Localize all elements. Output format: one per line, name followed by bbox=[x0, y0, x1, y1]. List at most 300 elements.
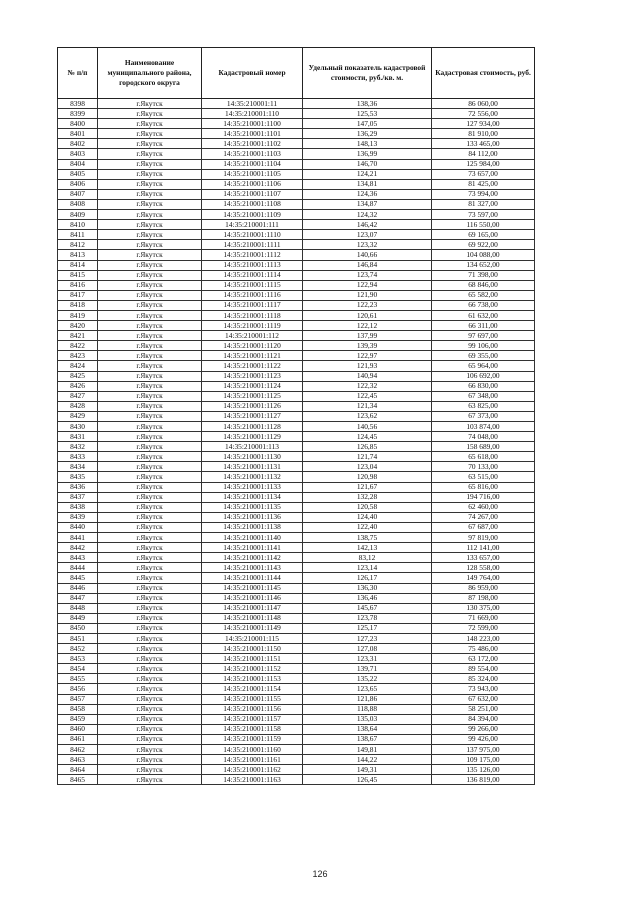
cadastral-value-cell: 194 716,00 bbox=[432, 492, 535, 502]
table-row bbox=[58, 452, 535, 462]
table-row bbox=[58, 300, 535, 310]
row-number-cell: 8431 bbox=[58, 432, 98, 442]
row-number-cell: 8463 bbox=[58, 755, 98, 765]
table-row bbox=[58, 169, 535, 179]
cadastral-value-cell: 67 632,00 bbox=[432, 694, 535, 704]
cadastral-value-cell: 66 311,00 bbox=[432, 321, 535, 331]
municipality-cell: г.Якутск bbox=[98, 240, 202, 250]
municipality-cell: г.Якутск bbox=[98, 775, 202, 785]
municipality-cell: г.Якутск bbox=[98, 331, 202, 341]
municipality-cell: г.Якутск bbox=[98, 169, 202, 179]
table-row bbox=[58, 351, 535, 361]
table-row bbox=[58, 422, 535, 432]
municipality-cell: г.Якутск bbox=[98, 452, 202, 462]
table-row bbox=[58, 472, 535, 482]
municipality-cell: г.Якутск bbox=[98, 149, 202, 159]
cadastral-value-cell: 87 198,00 bbox=[432, 593, 535, 603]
row-number-cell: 8452 bbox=[58, 644, 98, 654]
table-row bbox=[58, 250, 535, 260]
municipality-cell: г.Якутск bbox=[98, 230, 202, 240]
specific-indicator-cell: 145,67 bbox=[303, 603, 432, 613]
cadastral-value-cell: 97 819,00 bbox=[432, 533, 535, 543]
municipality-cell: г.Якутск bbox=[98, 270, 202, 280]
cadastral-number-cell: 14:35:210001:1157 bbox=[202, 714, 303, 724]
specific-indicator-cell: 123,14 bbox=[303, 563, 432, 573]
cadastral-number-cell: 14:35:210001:1129 bbox=[202, 432, 303, 442]
table-row bbox=[58, 290, 535, 300]
specific-indicator-cell: 123,04 bbox=[303, 462, 432, 472]
cadastral-number-cell: 14:35:210001:1149 bbox=[202, 623, 303, 633]
municipality-cell: г.Якутск bbox=[98, 583, 202, 593]
municipality-cell: г.Якутск bbox=[98, 522, 202, 532]
row-number-cell: 8423 bbox=[58, 351, 98, 361]
cadastral-number-cell: 14:35:210001:1103 bbox=[202, 149, 303, 159]
cadastral-value-cell: 61 632,00 bbox=[432, 310, 535, 320]
table-row bbox=[58, 129, 535, 139]
row-number-cell: 8437 bbox=[58, 492, 98, 502]
specific-indicator-cell: 124,45 bbox=[303, 432, 432, 442]
cadastral-value-cell: 63 172,00 bbox=[432, 654, 535, 664]
table-row bbox=[58, 502, 535, 512]
cadastral-value-cell: 72 599,00 bbox=[432, 623, 535, 633]
cadastral-value-cell: 67 348,00 bbox=[432, 391, 535, 401]
table-row bbox=[58, 553, 535, 563]
specific-indicator-cell: 123,65 bbox=[303, 684, 432, 694]
table-row bbox=[58, 280, 535, 290]
cadastral-number-cell: 14:35:210001:1102 bbox=[202, 139, 303, 149]
cadastral-value-cell: 103 874,00 bbox=[432, 422, 535, 432]
table-row bbox=[58, 230, 535, 240]
table-row bbox=[58, 573, 535, 583]
municipality-cell: г.Якутск bbox=[98, 159, 202, 169]
cadastral-number-cell: 14:35:210001:1152 bbox=[202, 664, 303, 674]
specific-indicator-cell: 149,81 bbox=[303, 745, 432, 755]
specific-indicator-cell: 146,70 bbox=[303, 159, 432, 169]
cadastral-number-cell: 14:35:210001:1115 bbox=[202, 280, 303, 290]
specific-indicator-cell: 124,40 bbox=[303, 512, 432, 522]
specific-indicator-cell: 132,28 bbox=[303, 492, 432, 502]
specific-indicator-cell: 146,84 bbox=[303, 260, 432, 270]
cadastral-number-cell: 14:35:210001:1111 bbox=[202, 240, 303, 250]
cadastral-value-cell: 81 425,00 bbox=[432, 179, 535, 189]
specific-indicator-cell: 121,93 bbox=[303, 361, 432, 371]
row-number-cell: 8433 bbox=[58, 452, 98, 462]
specific-indicator-cell: 136,99 bbox=[303, 149, 432, 159]
cadastral-value-cell: 84 394,00 bbox=[432, 714, 535, 724]
specific-indicator-cell: 121,74 bbox=[303, 452, 432, 462]
cadastral-value-cell: 73 657,00 bbox=[432, 169, 535, 179]
cadastral-value-cell: 67 373,00 bbox=[432, 411, 535, 421]
cadastral-number-cell: 14:35:210001:1158 bbox=[202, 724, 303, 734]
table-row bbox=[58, 613, 535, 623]
cadastral-value-cell: 81 327,00 bbox=[432, 199, 535, 209]
cadastral-number-cell: 14:35:210001:1141 bbox=[202, 543, 303, 553]
municipality-cell: г.Якутск bbox=[98, 765, 202, 775]
row-number-cell: 8426 bbox=[58, 381, 98, 391]
header-row bbox=[58, 48, 535, 99]
cadastral-value-cell: 63 825,00 bbox=[432, 401, 535, 411]
cadastral-value-cell: 97 697,00 bbox=[432, 331, 535, 341]
cadastral-number-cell: 14:35:210001:1159 bbox=[202, 734, 303, 744]
cadastral-value-cell: 81 910,00 bbox=[432, 129, 535, 139]
specific-indicator-cell: 147,05 bbox=[303, 119, 432, 129]
specific-indicator-cell: 138,36 bbox=[303, 99, 432, 109]
row-number-cell: 8457 bbox=[58, 694, 98, 704]
municipality-cell: г.Якутск bbox=[98, 371, 202, 381]
cadastral-value-cell: 75 486,00 bbox=[432, 644, 535, 654]
table-row bbox=[58, 260, 535, 270]
table-row bbox=[58, 199, 535, 209]
specific-indicator-cell: 83,12 bbox=[303, 553, 432, 563]
cadastral-number-cell: 14:35:210001:1155 bbox=[202, 694, 303, 704]
cadastral-number-cell: 14:35:210001:1127 bbox=[202, 411, 303, 421]
table-row bbox=[58, 654, 535, 664]
specific-indicator-cell: 136,46 bbox=[303, 593, 432, 603]
municipality-cell: г.Якутск bbox=[98, 553, 202, 563]
cadastral-value-cell: 99 426,00 bbox=[432, 734, 535, 744]
municipality-cell: г.Якутск bbox=[98, 573, 202, 583]
cadastral-value-cell: 137 975,00 bbox=[432, 745, 535, 755]
cadastral-value-cell: 63 515,00 bbox=[432, 472, 535, 482]
cadastral-number-cell: 14:35:210001:1161 bbox=[202, 755, 303, 765]
cadastral-number-cell: 14:35:210001:1110 bbox=[202, 230, 303, 240]
municipality-cell: г.Якутск bbox=[98, 210, 202, 220]
cadastral-number-cell: 14:35:210001:1121 bbox=[202, 351, 303, 361]
row-number-cell: 8417 bbox=[58, 290, 98, 300]
cadastral-value-cell: 65 964,00 bbox=[432, 361, 535, 371]
row-number-cell: 8425 bbox=[58, 371, 98, 381]
municipality-cell: г.Якутск bbox=[98, 502, 202, 512]
header-municipality: Наименование муниципального района, городского округа bbox=[98, 48, 202, 99]
table-row bbox=[58, 583, 535, 593]
cadastral-number-cell: 14:35:210001:1145 bbox=[202, 583, 303, 593]
table-row bbox=[58, 704, 535, 714]
cadastral-number-cell: 14:35:210001:1128 bbox=[202, 422, 303, 432]
municipality-cell: г.Якутск bbox=[98, 129, 202, 139]
cadastral-value-cell: 70 133,00 bbox=[432, 462, 535, 472]
specific-indicator-cell: 122,97 bbox=[303, 351, 432, 361]
table-row bbox=[58, 492, 535, 502]
cadastral-value-cell: 149 764,00 bbox=[432, 573, 535, 583]
specific-indicator-cell: 120,61 bbox=[303, 310, 432, 320]
municipality-cell: г.Якутск bbox=[98, 250, 202, 260]
table-row bbox=[58, 775, 535, 785]
cadastral-number-cell: 14:35:210001:1113 bbox=[202, 260, 303, 270]
table-row bbox=[58, 734, 535, 744]
cadastral-value-cell: 69 165,00 bbox=[432, 230, 535, 240]
row-number-cell: 8420 bbox=[58, 321, 98, 331]
table-row bbox=[58, 139, 535, 149]
cadastral-number-cell: 14:35:210001:1108 bbox=[202, 199, 303, 209]
table-row bbox=[58, 381, 535, 391]
specific-indicator-cell: 125,53 bbox=[303, 109, 432, 119]
specific-indicator-cell: 122,12 bbox=[303, 321, 432, 331]
specific-indicator-cell: 123,07 bbox=[303, 230, 432, 240]
specific-indicator-cell: 121,67 bbox=[303, 482, 432, 492]
table-row bbox=[58, 512, 535, 522]
table-row bbox=[58, 331, 535, 341]
table-row bbox=[58, 644, 535, 654]
row-number-cell: 8456 bbox=[58, 684, 98, 694]
cadastral-value-cell: 74 048,00 bbox=[432, 432, 535, 442]
municipality-cell: г.Якутск bbox=[98, 603, 202, 613]
municipality-cell: г.Якутск bbox=[98, 755, 202, 765]
specific-indicator-cell: 121,86 bbox=[303, 694, 432, 704]
cadastral-value-cell: 128 558,00 bbox=[432, 563, 535, 573]
cadastral-number-cell: 14:35:210001:1125 bbox=[202, 391, 303, 401]
table-row bbox=[58, 482, 535, 492]
row-number-cell: 8432 bbox=[58, 442, 98, 452]
row-number-cell: 8399 bbox=[58, 109, 98, 119]
cadastral-value-cell: 99 106,00 bbox=[432, 341, 535, 351]
cadastral-number-cell: 14:35:210001:1104 bbox=[202, 159, 303, 169]
row-number-cell: 8405 bbox=[58, 169, 98, 179]
municipality-cell: г.Якутск bbox=[98, 644, 202, 654]
municipality-cell: г.Якутск bbox=[98, 361, 202, 371]
specific-indicator-cell: 123,74 bbox=[303, 270, 432, 280]
municipality-cell: г.Якутск bbox=[98, 674, 202, 684]
row-number-cell: 8453 bbox=[58, 654, 98, 664]
cadastral-number-cell: 14:35:210001:111 bbox=[202, 220, 303, 230]
row-number-cell: 8444 bbox=[58, 563, 98, 573]
cadastral-number-cell: 14:35:210001:11 bbox=[202, 99, 303, 109]
specific-indicator-cell: 121,90 bbox=[303, 290, 432, 300]
table-row bbox=[58, 755, 535, 765]
cadastral-number-cell: 14:35:210001:110 bbox=[202, 109, 303, 119]
municipality-cell: г.Якутск bbox=[98, 351, 202, 361]
cadastral-number-cell: 14:35:210001:1109 bbox=[202, 210, 303, 220]
cadastral-value-table bbox=[57, 47, 535, 785]
cadastral-number-cell: 14:35:210001:1124 bbox=[202, 381, 303, 391]
specific-indicator-cell: 135,22 bbox=[303, 674, 432, 684]
cadastral-value-cell: 71 669,00 bbox=[432, 613, 535, 623]
row-number-cell: 8427 bbox=[58, 391, 98, 401]
table-row bbox=[58, 593, 535, 603]
table-row bbox=[58, 361, 535, 371]
cadastral-value-cell: 69 355,00 bbox=[432, 351, 535, 361]
cadastral-value-cell: 109 175,00 bbox=[432, 755, 535, 765]
municipality-cell: г.Якутск bbox=[98, 280, 202, 290]
cadastral-number-cell: 14:35:210001:1106 bbox=[202, 179, 303, 189]
cadastral-value-cell: 65 618,00 bbox=[432, 452, 535, 462]
specific-indicator-cell: 134,87 bbox=[303, 199, 432, 209]
table-row bbox=[58, 442, 535, 452]
specific-indicator-cell: 138,75 bbox=[303, 533, 432, 543]
row-number-cell: 8445 bbox=[58, 573, 98, 583]
cadastral-number-cell: 14:35:210001:1154 bbox=[202, 684, 303, 694]
row-number-cell: 8459 bbox=[58, 714, 98, 724]
row-number-cell: 8406 bbox=[58, 179, 98, 189]
cadastral-number-cell: 14:35:210001:113 bbox=[202, 442, 303, 452]
row-number-cell: 8446 bbox=[58, 583, 98, 593]
municipality-cell: г.Якутск bbox=[98, 684, 202, 694]
specific-indicator-cell: 122,94 bbox=[303, 280, 432, 290]
row-number-cell: 8454 bbox=[58, 664, 98, 674]
cadastral-value-cell: 116 550,00 bbox=[432, 220, 535, 230]
specific-indicator-cell: 149,31 bbox=[303, 765, 432, 775]
row-number-cell: 8416 bbox=[58, 280, 98, 290]
municipality-cell: г.Якутск bbox=[98, 99, 202, 109]
municipality-cell: г.Якутск bbox=[98, 724, 202, 734]
cadastral-value-cell: 67 687,00 bbox=[432, 522, 535, 532]
municipality-cell: г.Якутск bbox=[98, 321, 202, 331]
row-number-cell: 8407 bbox=[58, 189, 98, 199]
cadastral-number-cell: 14:35:210001:1126 bbox=[202, 401, 303, 411]
cadastral-number-cell: 14:35:210001:1142 bbox=[202, 553, 303, 563]
specific-indicator-cell: 142,13 bbox=[303, 543, 432, 553]
row-number-cell: 8443 bbox=[58, 553, 98, 563]
table-row bbox=[58, 99, 535, 109]
specific-indicator-cell: 122,32 bbox=[303, 381, 432, 391]
cadastral-number-cell: 14:35:210001:1122 bbox=[202, 361, 303, 371]
cadastral-value-cell: 85 324,00 bbox=[432, 674, 535, 684]
cadastral-number-cell: 14:35:210001:1140 bbox=[202, 533, 303, 543]
specific-indicator-cell: 125,17 bbox=[303, 623, 432, 633]
cadastral-number-cell: 14:35:210001:115 bbox=[202, 633, 303, 643]
cadastral-value-cell: 125 984,00 bbox=[432, 159, 535, 169]
municipality-cell: г.Якутск bbox=[98, 714, 202, 724]
table-row bbox=[58, 694, 535, 704]
specific-indicator-cell: 124,21 bbox=[303, 169, 432, 179]
municipality-cell: г.Якутск bbox=[98, 472, 202, 482]
municipality-cell: г.Якутск bbox=[98, 734, 202, 744]
municipality-cell: г.Якутск bbox=[98, 442, 202, 452]
cadastral-value-cell: 148 223,00 bbox=[432, 633, 535, 643]
municipality-cell: г.Якутск bbox=[98, 179, 202, 189]
row-number-cell: 8408 bbox=[58, 199, 98, 209]
specific-indicator-cell: 127,08 bbox=[303, 644, 432, 654]
specific-indicator-cell: 123,31 bbox=[303, 654, 432, 664]
table-row bbox=[58, 159, 535, 169]
cadastral-value-cell: 133 465,00 bbox=[432, 139, 535, 149]
cadastral-value-cell: 73 597,00 bbox=[432, 210, 535, 220]
specific-indicator-cell: 136,29 bbox=[303, 129, 432, 139]
cadastral-number-cell: 14:35:210001:1116 bbox=[202, 290, 303, 300]
table-row bbox=[58, 684, 535, 694]
table-row bbox=[58, 189, 535, 199]
specific-indicator-cell: 122,45 bbox=[303, 391, 432, 401]
municipality-cell: г.Якутск bbox=[98, 220, 202, 230]
table-row bbox=[58, 633, 535, 643]
cadastral-value-cell: 99 266,00 bbox=[432, 724, 535, 734]
specific-indicator-cell: 124,32 bbox=[303, 210, 432, 220]
table-row bbox=[58, 149, 535, 159]
row-number-cell: 8419 bbox=[58, 310, 98, 320]
cadastral-value-cell: 58 251,00 bbox=[432, 704, 535, 714]
cadastral-number-cell: 14:35:210001:1144 bbox=[202, 573, 303, 583]
municipality-cell: г.Якутск bbox=[98, 109, 202, 119]
cadastral-number-cell: 14:35:210001:1107 bbox=[202, 189, 303, 199]
specific-indicator-cell: 120,98 bbox=[303, 472, 432, 482]
cadastral-number-cell: 14:35:210001:1117 bbox=[202, 300, 303, 310]
specific-indicator-cell: 140,56 bbox=[303, 422, 432, 432]
cadastral-value-cell: 89 554,00 bbox=[432, 664, 535, 674]
cadastral-number-cell: 14:35:210001:1119 bbox=[202, 321, 303, 331]
cadastral-number-cell: 14:35:210001:1112 bbox=[202, 250, 303, 260]
cadastral-value-cell: 86 060,00 bbox=[432, 99, 535, 109]
table-row bbox=[58, 240, 535, 250]
row-number-cell: 8451 bbox=[58, 633, 98, 643]
municipality-cell: г.Якутск bbox=[98, 704, 202, 714]
municipality-cell: г.Якутск bbox=[98, 341, 202, 351]
cadastral-number-cell: 14:35:210001:1105 bbox=[202, 169, 303, 179]
cadastral-number-cell: 14:35:210001:1118 bbox=[202, 310, 303, 320]
municipality-cell: г.Якутск bbox=[98, 543, 202, 553]
row-number-cell: 8458 bbox=[58, 704, 98, 714]
municipality-cell: г.Якутск bbox=[98, 300, 202, 310]
cadastral-number-cell: 14:35:210001:1120 bbox=[202, 341, 303, 351]
cadastral-number-cell: 14:35:210001:1131 bbox=[202, 462, 303, 472]
row-number-cell: 8461 bbox=[58, 734, 98, 744]
row-number-cell: 8414 bbox=[58, 260, 98, 270]
table-row bbox=[58, 462, 535, 472]
municipality-cell: г.Якутск bbox=[98, 694, 202, 704]
row-number-cell: 8403 bbox=[58, 149, 98, 159]
municipality-cell: г.Якутск bbox=[98, 189, 202, 199]
specific-indicator-cell: 146,42 bbox=[303, 220, 432, 230]
cadastral-number-cell: 14:35:210001:1136 bbox=[202, 512, 303, 522]
row-number-cell: 8448 bbox=[58, 603, 98, 613]
cadastral-number-cell: 14:35:210001:1133 bbox=[202, 482, 303, 492]
specific-indicator-cell: 126,85 bbox=[303, 442, 432, 452]
cadastral-number-cell: 14:35:210001:1130 bbox=[202, 452, 303, 462]
row-number-cell: 8462 bbox=[58, 745, 98, 755]
header-cadastral-number: Кадастровый номер bbox=[202, 48, 303, 99]
row-number-cell: 8424 bbox=[58, 361, 98, 371]
row-number-cell: 8465 bbox=[58, 775, 98, 785]
municipality-cell: г.Якутск bbox=[98, 462, 202, 472]
table-row bbox=[58, 623, 535, 633]
specific-indicator-cell: 120,58 bbox=[303, 502, 432, 512]
municipality-cell: г.Якутск bbox=[98, 623, 202, 633]
table-row bbox=[58, 411, 535, 421]
specific-indicator-cell: 144,22 bbox=[303, 755, 432, 765]
cadastral-value-cell: 72 556,00 bbox=[432, 109, 535, 119]
cadastral-number-cell: 14:35:210001:112 bbox=[202, 331, 303, 341]
municipality-cell: г.Якутск bbox=[98, 512, 202, 522]
specific-indicator-cell: 123,62 bbox=[303, 411, 432, 421]
specific-indicator-cell: 123,32 bbox=[303, 240, 432, 250]
table-row bbox=[58, 745, 535, 755]
cadastral-number-cell: 14:35:210001:1134 bbox=[202, 492, 303, 502]
row-number-cell: 8435 bbox=[58, 472, 98, 482]
cadastral-value-cell: 127 934,00 bbox=[432, 119, 535, 129]
table-row bbox=[58, 210, 535, 220]
municipality-cell: г.Якутск bbox=[98, 310, 202, 320]
specific-indicator-cell: 135,03 bbox=[303, 714, 432, 724]
municipality-cell: г.Якутск bbox=[98, 119, 202, 129]
specific-indicator-cell: 121,34 bbox=[303, 401, 432, 411]
municipality-cell: г.Якутск bbox=[98, 533, 202, 543]
cadastral-value-cell: 73 994,00 bbox=[432, 189, 535, 199]
cadastral-value-cell: 84 112,00 bbox=[432, 149, 535, 159]
specific-indicator-cell: 139,39 bbox=[303, 341, 432, 351]
municipality-cell: г.Якутск bbox=[98, 633, 202, 643]
table-row bbox=[58, 432, 535, 442]
row-number-cell: 8436 bbox=[58, 482, 98, 492]
row-number-cell: 8411 bbox=[58, 230, 98, 240]
row-number-cell: 8440 bbox=[58, 522, 98, 532]
specific-indicator-cell: 137,99 bbox=[303, 331, 432, 341]
cadastral-number-cell: 14:35:210001:1138 bbox=[202, 522, 303, 532]
cadastral-value-cell: 66 830,00 bbox=[432, 381, 535, 391]
table-row bbox=[58, 533, 535, 543]
row-number-cell: 8450 bbox=[58, 623, 98, 633]
specific-indicator-cell: 124,36 bbox=[303, 189, 432, 199]
cadastral-value-cell: 73 943,00 bbox=[432, 684, 535, 694]
municipality-cell: г.Якутск bbox=[98, 492, 202, 502]
row-number-cell: 8400 bbox=[58, 119, 98, 129]
